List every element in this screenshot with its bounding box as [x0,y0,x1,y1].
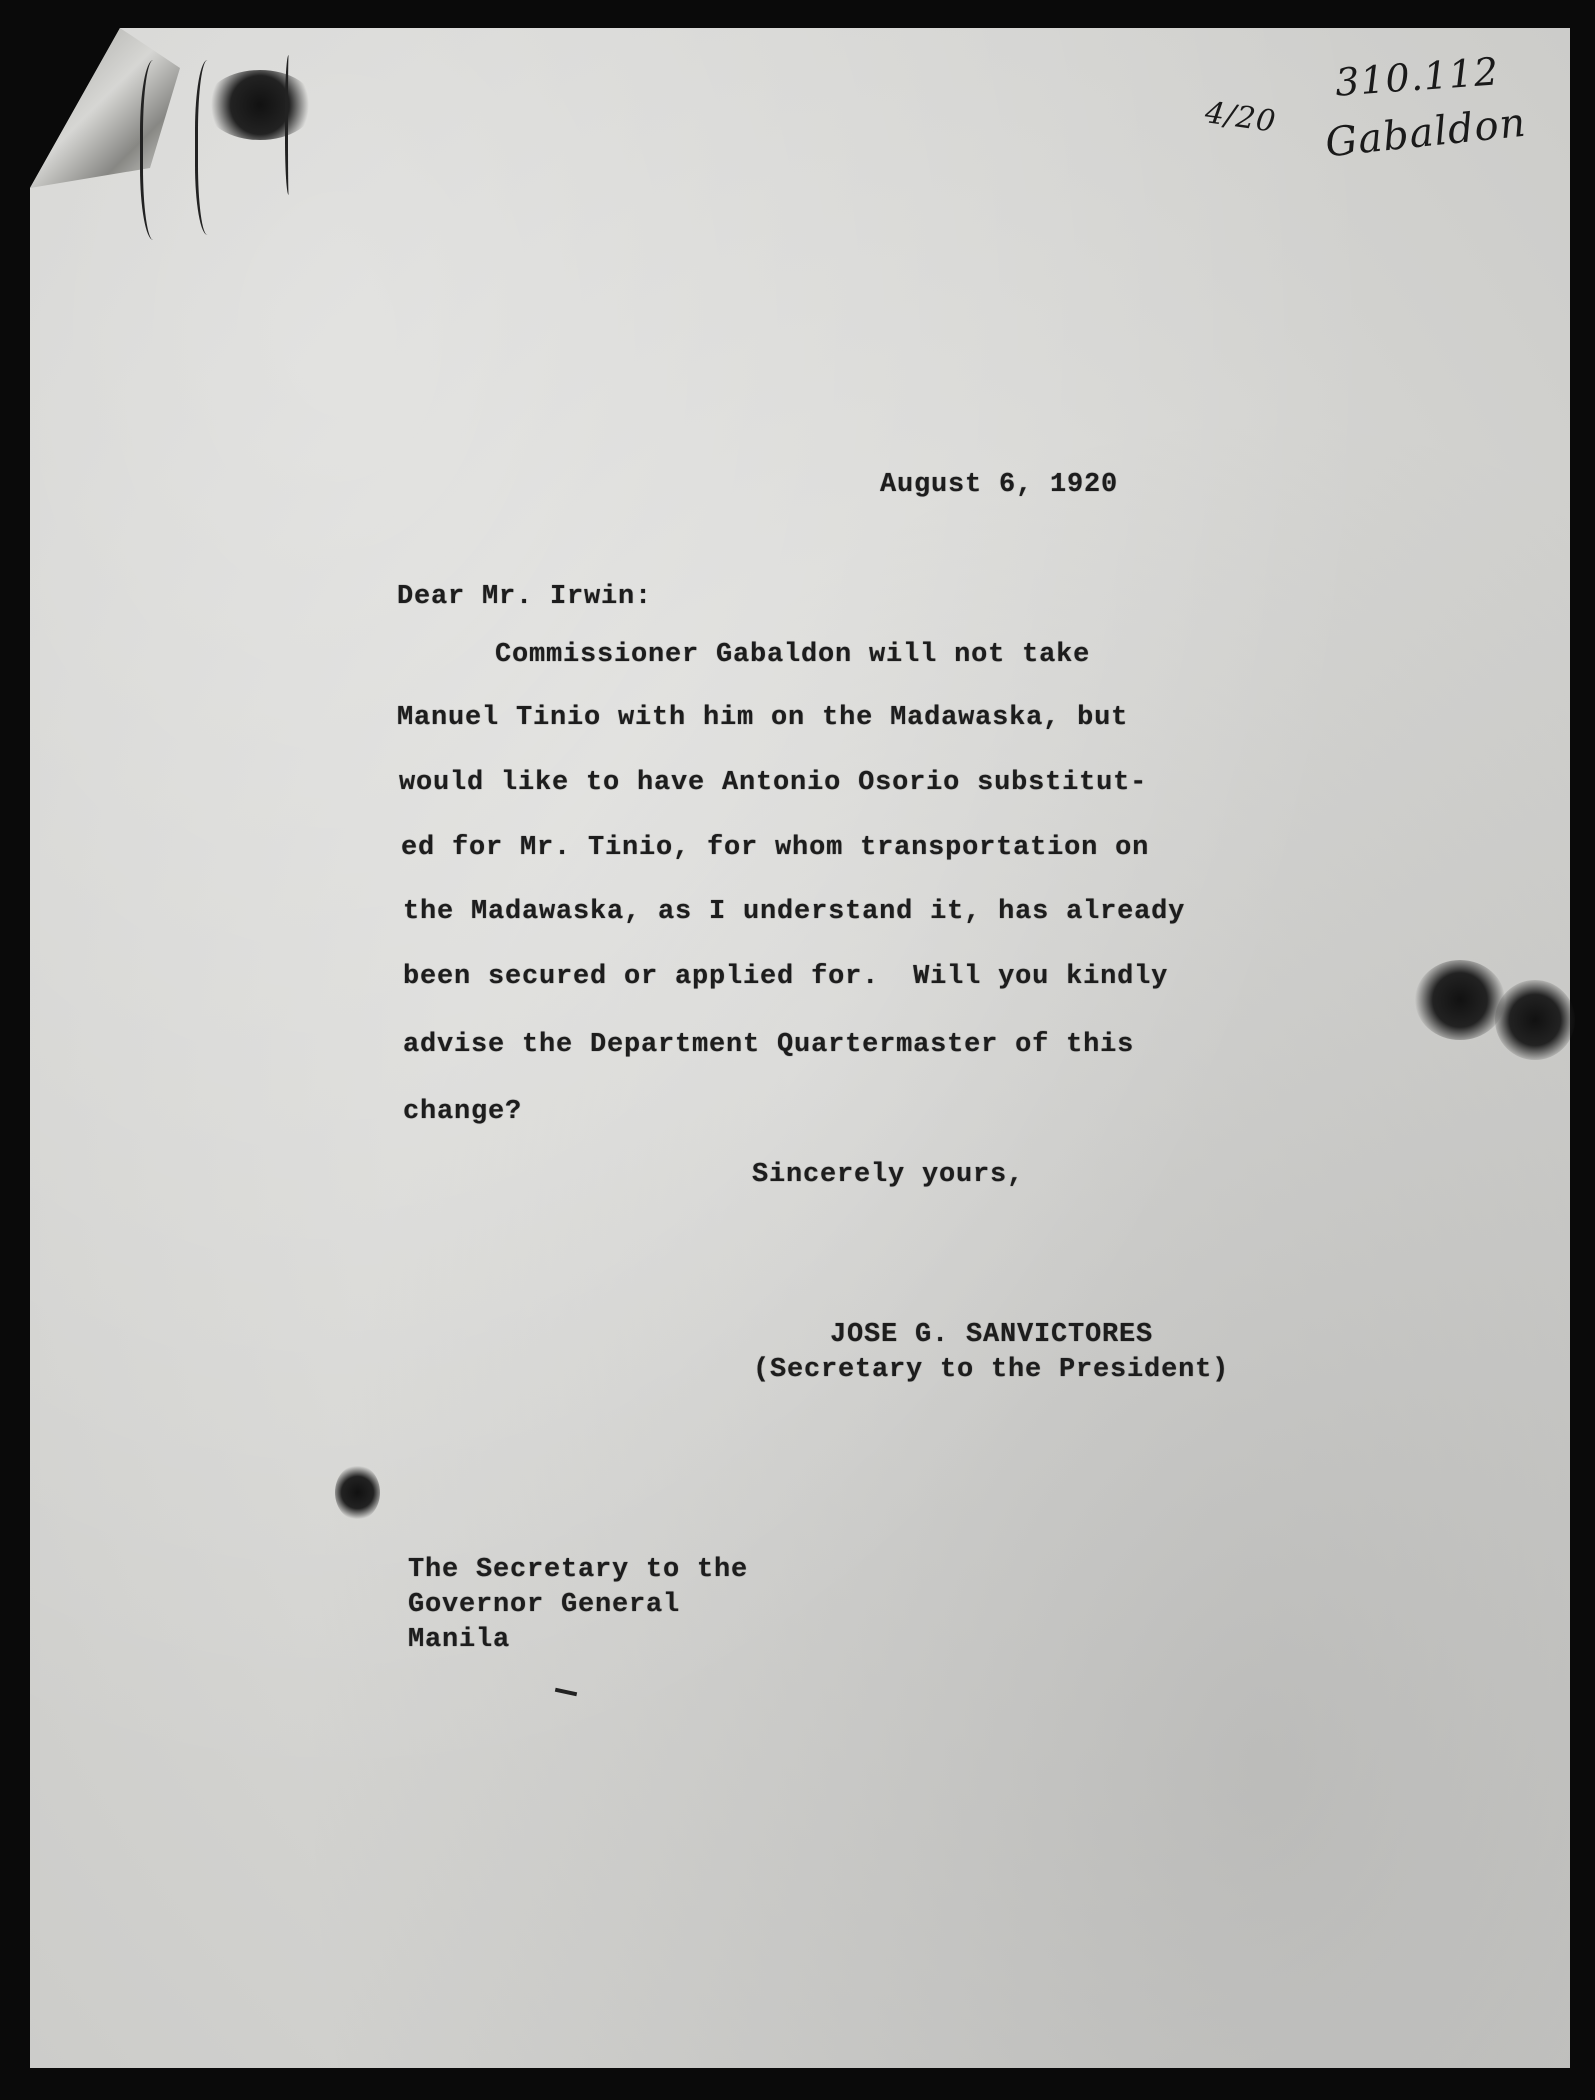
ink-blot-right-1 [1415,960,1505,1040]
body-line-1: Commissioner Gabaldon will not take [495,640,1091,670]
body-line-8: change? [403,1097,523,1127]
letter-closing: Sincerely yours, [752,1160,1025,1190]
letter-salutation: Dear Mr. Irwin: [397,582,653,612]
recipient-line-2: Governor General [408,1590,681,1620]
pen-stroke-1 [140,60,173,240]
body-line-5: the Madawaska, as I understand it, has already [403,897,1186,927]
body-line-3: would like to have Antonio Osorio substitut- [399,768,1148,798]
recipient-line-1: The Secretary to the [408,1555,749,1585]
ink-blot-right-2 [1495,980,1575,1060]
handwritten-file-number: 310.112 [1333,49,1501,105]
handwritten-date-mark: 4/20 [1202,95,1279,140]
recipient-line-3: Manila [408,1625,511,1655]
handwritten-name-note: Gabaldon [1323,99,1529,167]
body-line-4: ed for Mr. Tinio, for whom transportation on [401,833,1150,863]
signer-name: JOSE G. SANVICTORES [830,1320,1154,1350]
pen-stroke-2 [195,60,226,235]
body-line-7: advise the Department Quartermaster of this [403,1030,1135,1060]
ink-blot-lower-left [335,1465,380,1520]
pen-stroke-3 [285,55,294,195]
letter-date: August 6, 1920 [880,470,1119,500]
body-line-2: Manuel Tinio with him on the Madawaska, but [397,703,1129,733]
signer-title: (Secretary to the President) [753,1355,1230,1385]
body-line-6: been secured or applied for. Will you kindly [403,962,1169,992]
